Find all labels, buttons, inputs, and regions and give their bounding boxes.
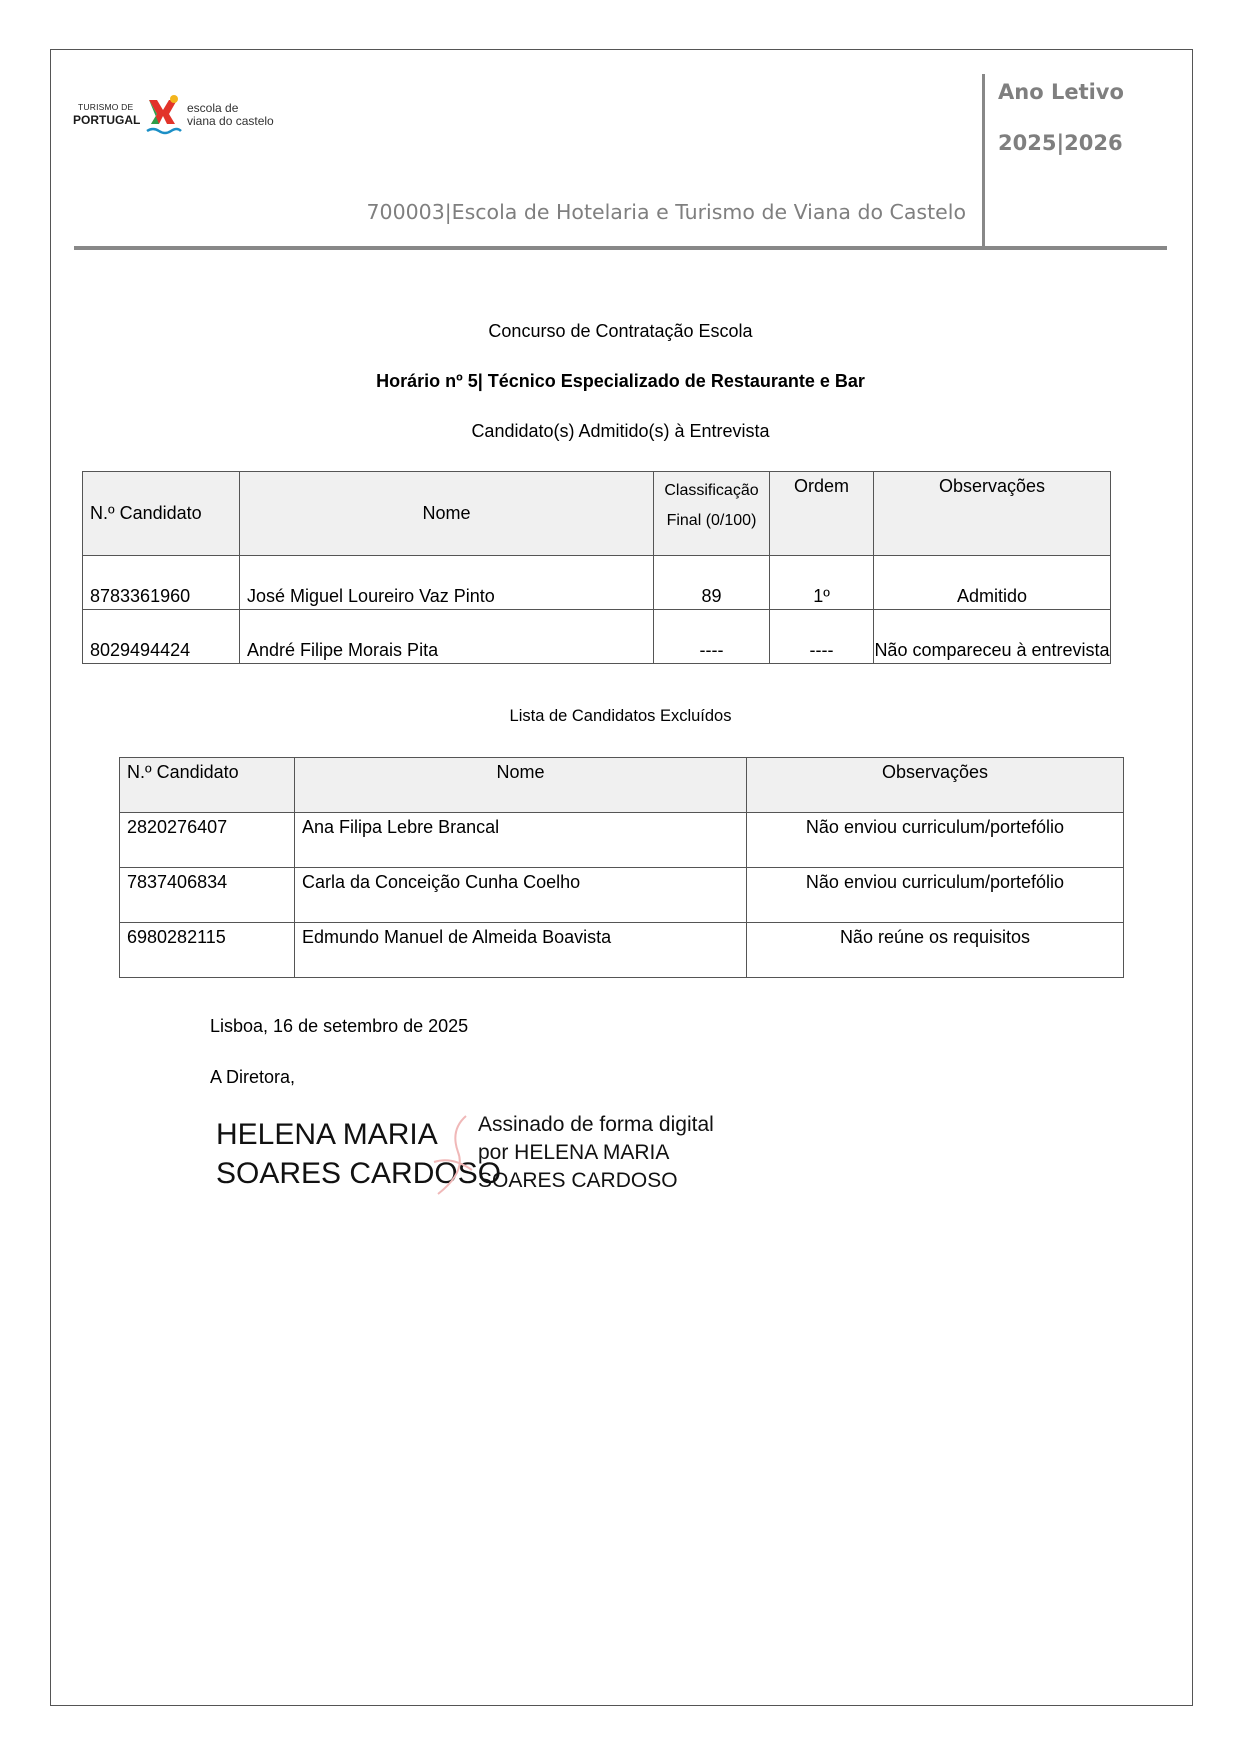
turismo-logo-icon — [143, 94, 183, 138]
candidate-order: ---- — [770, 610, 874, 664]
table-row — [83, 556, 1111, 610]
candidate-number: 2820276407 — [120, 813, 295, 868]
candidate-notes: Não reúne os requisitos — [747, 923, 1124, 978]
candidate-number: 6980282115 — [120, 923, 295, 978]
candidate-score: 89 — [654, 556, 770, 610]
header-notes: Observações — [747, 758, 1124, 813]
excluded-title: Lista de Candidatos Excluídos — [509, 707, 732, 725]
candidate-number: 8029494424 — [83, 610, 240, 664]
excluded-table — [119, 757, 1124, 978]
signature-name-line2: SOARES CARDOSO — [216, 1157, 502, 1190]
admitted-table — [82, 471, 1111, 664]
header-vertical-divider — [982, 74, 985, 248]
candidate-notes: Não enviou curriculum/portefólio — [747, 813, 1124, 868]
candidate-name: André Filipe Morais Pita — [240, 610, 654, 664]
header-classification — [654, 472, 770, 556]
signature-name-line1: HELENA MARIA — [216, 1118, 438, 1151]
place-date: Lisboa, 16 de setembro de 2025 — [210, 1016, 469, 1036]
header-order: Ordem — [770, 472, 874, 556]
candidate-number: 7837406834 — [120, 868, 295, 923]
header-name: Nome — [240, 472, 654, 556]
director-title: A Diretora, — [210, 1067, 296, 1087]
signature-info — [478, 1111, 714, 1195]
logo-line1: TURISMO DE — [78, 102, 134, 112]
table-header-row — [120, 758, 1124, 813]
header-horizontal-divider — [74, 246, 1167, 250]
header-candidate-number: N.º Candidato — [83, 472, 240, 556]
signature-info-line2: por HELENA MARIA — [478, 1141, 670, 1164]
admitted-title: Candidato(s) Admitido(s) à Entrevista — [471, 421, 770, 441]
digital-signature-mark-icon — [428, 1112, 478, 1200]
school-name: 700003|Escola de Hotelaria e Turismo de Viana do Castelo — [366, 200, 966, 224]
table-row — [83, 610, 1111, 664]
contest-title: Concurso de Contratação Escola — [488, 321, 753, 341]
logo-line3: escola de — [187, 101, 239, 115]
candidate-number: 8783361960 — [83, 556, 240, 610]
header-classification-line2: Final (0/100) — [666, 512, 757, 529]
candidate-name: Edmundo Manuel de Almeida Boavista — [295, 923, 747, 978]
candidate-notes: Admitido — [874, 556, 1111, 610]
candidate-notes: Não enviou curriculum/portefólio — [747, 868, 1124, 923]
candidate-score: ---- — [654, 610, 770, 664]
logo — [70, 90, 285, 150]
header-notes: Observações — [874, 472, 1111, 556]
header-classification-line1: Classificação — [664, 482, 759, 499]
logo-line2: PORTUGAL — [73, 113, 141, 127]
table-row — [120, 813, 1124, 868]
school-year-value: 2025|2026 — [998, 131, 1123, 155]
header-name: Nome — [295, 758, 747, 813]
signature-info-line3: SOARES CARDOSO — [478, 1169, 678, 1192]
table-row — [120, 923, 1124, 978]
candidate-name: José Miguel Loureiro Vaz Pinto — [240, 556, 654, 610]
table-row — [120, 868, 1124, 923]
table-header-row — [83, 472, 1111, 556]
candidate-notes: Não compareceu à entrevista — [874, 610, 1111, 664]
candidate-name: Ana Filipa Lebre Brancal — [295, 813, 747, 868]
logo-line4: viana do castelo — [187, 114, 274, 128]
schedule-title: Horário nº 5| Técnico Especializado de Restaurante e Bar — [376, 371, 865, 391]
candidate-name: Carla da Conceição Cunha Coelho — [295, 868, 747, 923]
signature-info-line1: Assinado de forma digital — [478, 1113, 714, 1136]
school-year-label: Ano Letivo — [998, 80, 1124, 104]
candidate-order: 1º — [770, 556, 874, 610]
header-candidate-number: N.º Candidato — [120, 758, 295, 813]
